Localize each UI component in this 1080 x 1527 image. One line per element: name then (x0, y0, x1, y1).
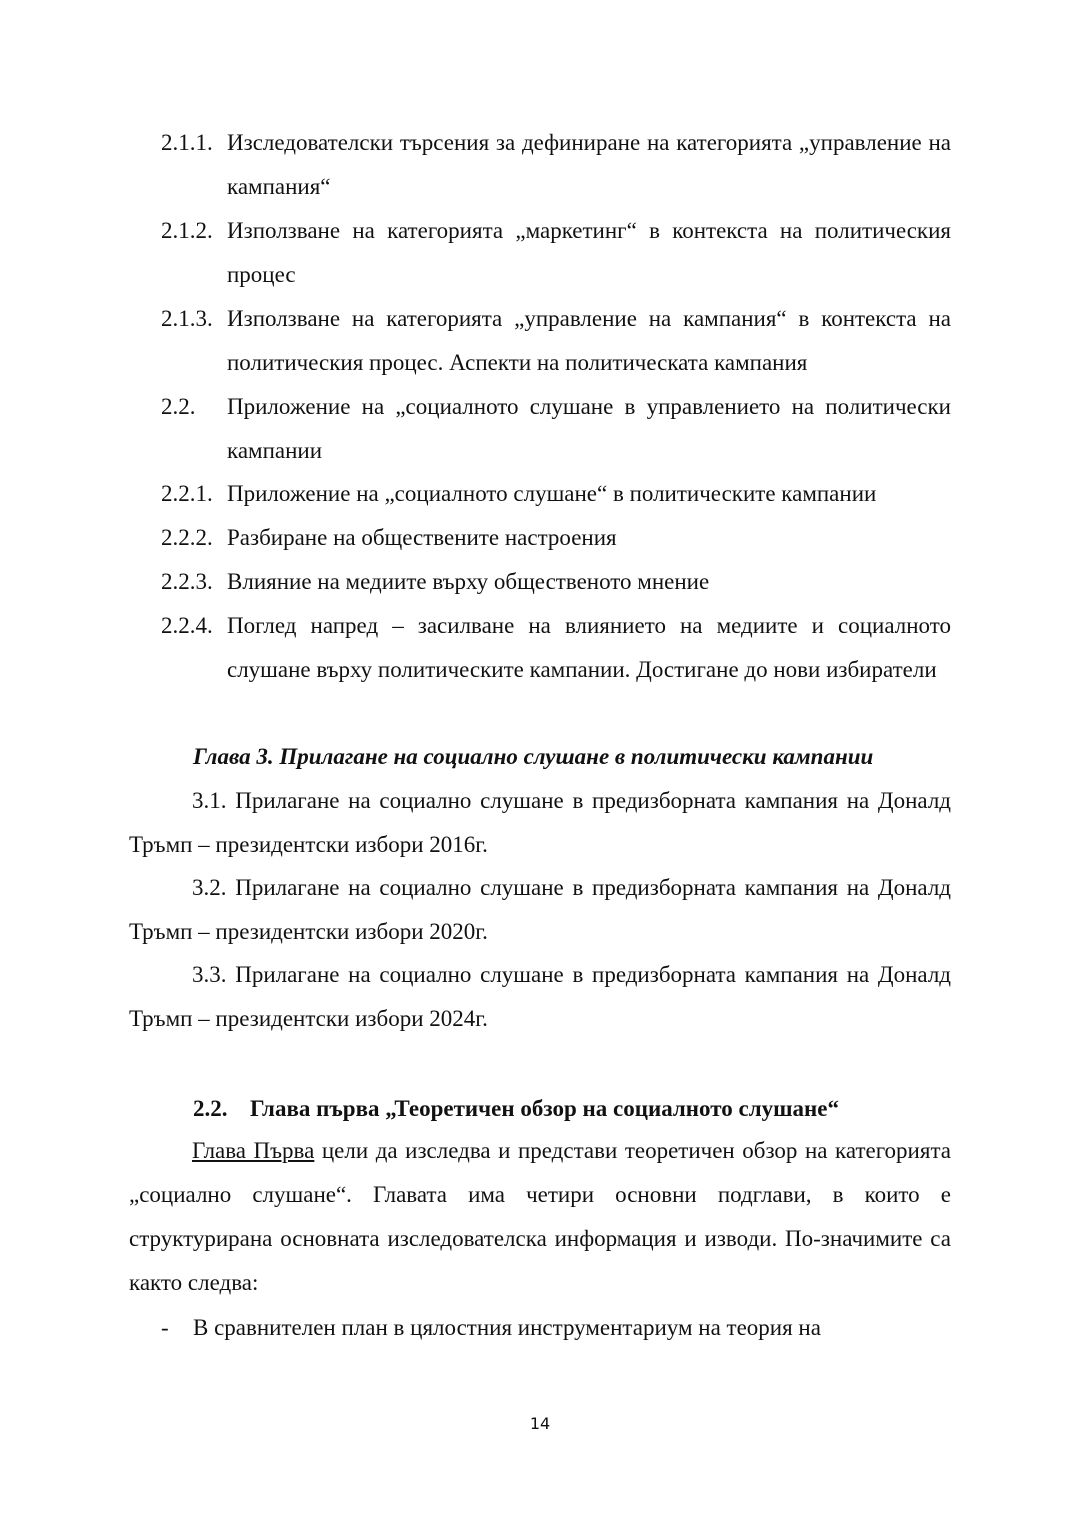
bullet-item (161, 1306, 951, 1350)
page-number: 14 (529, 1414, 551, 1433)
toc-entry-text: Използване на категорията „управление на кампания“ в контекста на политическия процес. Аспекти на политическата кампания (227, 306, 951, 375)
toc-entry (161, 604, 951, 692)
body-paragraph (129, 1129, 951, 1305)
toc-entry (161, 209, 951, 297)
toc-chapter3-item: 3.3. Прилагане на социално слушане в предизборната кампания на Доналд Тръмп – президентски избори 2024г. (129, 962, 951, 1031)
toc-entry (161, 516, 951, 560)
bullet-marker: - (161, 1315, 169, 1340)
section-number: 2.2. (193, 1096, 228, 1121)
toc-entry-text: Влияние на медиите върху общественото мнение (227, 569, 710, 594)
toc-entry-text: Разбиране на обществените настроения (227, 525, 617, 550)
chapter-one-link[interactable]: Глава Първа (192, 1138, 315, 1163)
paragraph-text: цели да изследва и представи теоретичен обзор на категорията „социално слушане“. Главата има четири основни подглави, в които е структурирана основната изследователска информация и изводи. По-значимите са както следва: (129, 1138, 951, 1295)
bullet-text: В сравнителен план в цялостния инструментариум на теория на (193, 1315, 821, 1340)
toc-entry (161, 121, 951, 209)
toc-entry-text: Приложение на „социалното слушане в управлението на политически кампании (227, 394, 951, 463)
toc-entry (161, 560, 951, 604)
toc-entry-text: Изследователски търсения за дефиниране на категорията „управление на кампания“ (227, 130, 951, 199)
toc-entry-text: Поглед напред – засилване на влиянието на медиите и социалното слушане върху политическите кампании. Достигане до нови избиратели (227, 613, 951, 682)
chapter-3-heading: Глава 3. Прилагане на социално слушане в политически кампании (193, 744, 874, 769)
toc-chapter3-item: 3.2. Прилагане на социално слушане в предизборната кампания на Доналд Тръмп – президентски избори 2020г. (129, 875, 951, 944)
toc-entry-number: 2.1.1. (161, 130, 213, 155)
section-title: Глава първа „Теоретичен обзор на социалното слушане“ (250, 1096, 839, 1121)
toc-entry-number: 2.2.2. (161, 525, 213, 550)
section-heading (193, 1087, 953, 1131)
toc-entry-number: 2.2.4. (161, 613, 213, 638)
toc-chapter3-item: 3.1. Прилагане на социално слушане в предизборната кампания на Доналд Тръмп – президентски избори 2016г. (129, 788, 951, 857)
toc-entry (161, 385, 951, 473)
toc-entry-number: 2.2.3. (161, 569, 213, 594)
toc-entry-number: 2.2.1. (161, 481, 213, 506)
toc-entry-number: 2.1.3. (161, 306, 213, 331)
toc-entry (161, 472, 951, 516)
toc-entry (161, 297, 951, 385)
toc-entry-number: 2.1.2. (161, 218, 213, 243)
toc-entry-number: 2.2. (161, 394, 196, 419)
toc-entry-text: Използване на категорията „маркетинг“ в контекста на политическия процес (227, 218, 951, 287)
toc-entry-text: Приложение на „социалното слушане“ в политическите кампании (227, 481, 877, 506)
